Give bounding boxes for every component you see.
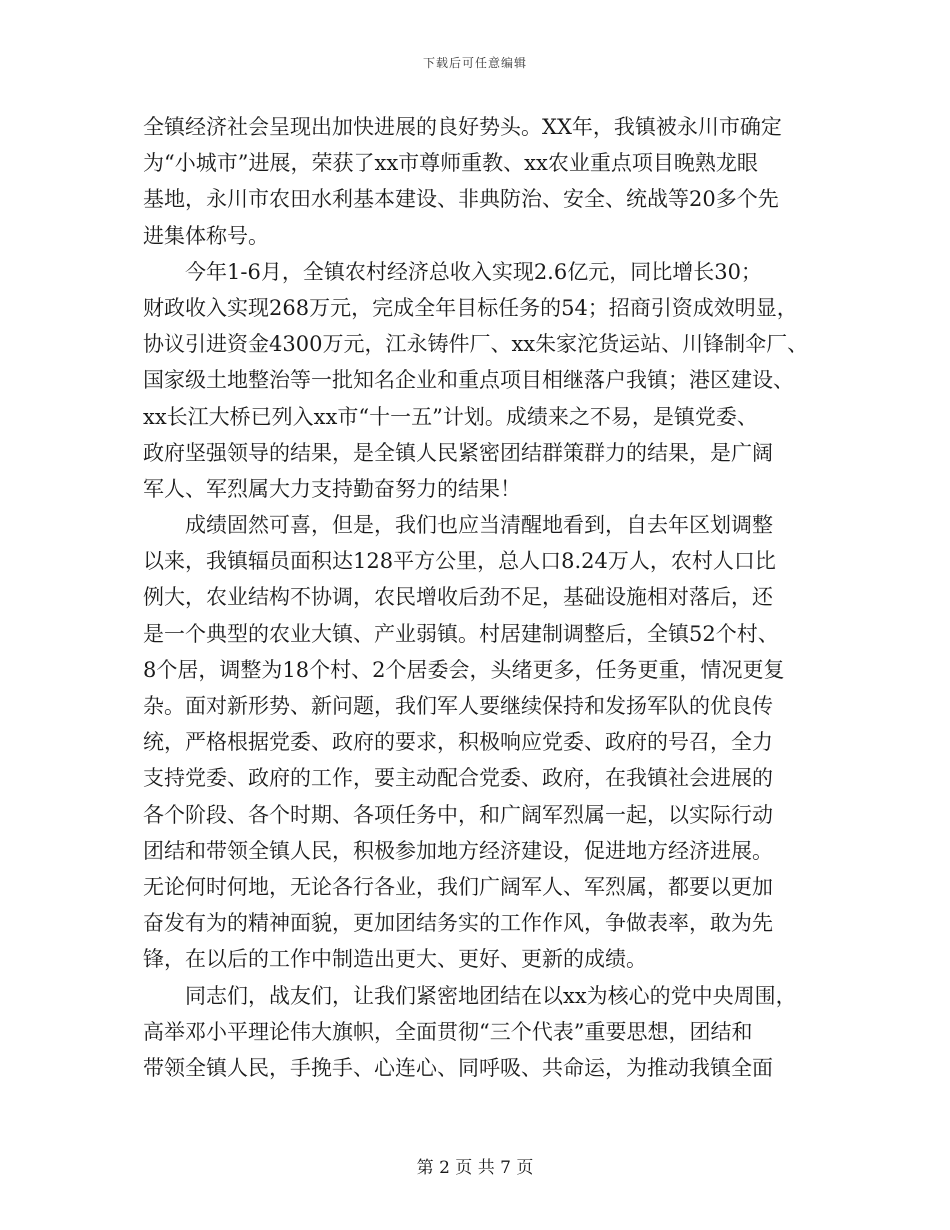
body-line: 协议引进资金4300万元，江永铸件厂、xx朱家沱货运站、川锋制伞厂、 bbox=[143, 332, 809, 357]
body-line: 锋，在以后的工作中制造出更大、更好、更新的成绩。 bbox=[143, 947, 647, 972]
body-line: 财政收入实现268万元，完成全年目标任务的54；招商引资成效明显， bbox=[143, 295, 798, 320]
body-line: 国家级土地整治等一批知名企业和重点项目相继落户我镇；港区建设、 bbox=[143, 368, 794, 393]
body-line: 杂。面对新形势、新问题，我们军人要继续保持和发扬军队的优良传 bbox=[143, 694, 773, 718]
body-line: 无论何时何地，无论各行各业，我们广阔军人、军烈属，都要以更加 bbox=[143, 874, 773, 899]
body-line: 政府坚强领导的结果，是全镇人民紧密团结群策群力的结果，是广阔 bbox=[143, 440, 773, 465]
body-line: 基地，永川市农田水利基本建设、非典防治、安全、统战等20多个先 bbox=[143, 187, 779, 212]
body-line: 带领全镇人民，手挽手、心连心、同呼吸、共命运，为推动我镇全面 bbox=[143, 1055, 773, 1080]
page-number-footer: 第 2 页 共 7 页 bbox=[416, 1158, 534, 1178]
body-line: 全镇经济社会呈现出加快进展的良好势头。XX年，我镇被永川市确定 bbox=[143, 115, 782, 139]
body-line: 为“小城市”进展，荣获了xx市尊师重教、xx农业重点项目晚熟龙眼 bbox=[143, 151, 758, 176]
body-line: 例大，农业结构不协调，农民增收后劲不足，基础设施相对落后，还 bbox=[143, 585, 773, 610]
body-line: 进集体称号。 bbox=[143, 223, 269, 248]
body-line: 团结和带领全镇人民，积极参加地方经济建设，促进地方经济进展。 bbox=[143, 838, 773, 863]
document-body bbox=[143, 109, 823, 1086]
body-line: 军人、军烈属大力支持勤奋努力的结果！ bbox=[143, 476, 521, 501]
body-line: 高举邓小平理论伟大旗帜，全面贯彻“三个代表”重要思想，团结和 bbox=[143, 1019, 753, 1044]
paragraph-start-line: 同志们，战友们，让我们紧密地团结在以xx为核心的党中央周围， bbox=[185, 983, 797, 1008]
body-line: xx长江大桥已列入xx市“十一五”计划。成绩来之不易，是镇党委、 bbox=[143, 404, 758, 429]
body-line: 是一个典型的农业大镇、产业弱镇。村居建制调整后，全镇52个村、 bbox=[143, 621, 779, 646]
body-line: 统，严格根据党委、政府的要求，积极响应党委、政府的号召，全力 bbox=[143, 730, 773, 755]
body-line: 各个阶段、各个时期、各项任务中，和广阔军烈属一起，以实际行动 bbox=[143, 802, 773, 827]
paragraph-start-line: 成绩固然可喜，但是，我们也应当清醒地看到，自去年区划调整 bbox=[185, 513, 773, 538]
body-line: 8个居，调整为18个村、2个居委会，头绪更多，任务更重，情况更复 bbox=[143, 657, 785, 682]
page-header-note: 下载后可任意编辑 bbox=[422, 56, 527, 70]
paragraph-start-line: 今年1-6月，全镇农村经济总收入实现2.6亿元，同比增长30； bbox=[185, 259, 762, 284]
body-line: 奋发有为的精神面貌，更加团结务实的工作作风，争做表率，敢为先 bbox=[143, 911, 773, 936]
body-line: 以来，我镇辐员面积达128平方公里，总人口8.24万人，农村人口比 bbox=[143, 549, 776, 574]
body-line: 支持党委、政府的工作，要主动配合党委、政府，在我镇社会进展的 bbox=[143, 766, 773, 791]
